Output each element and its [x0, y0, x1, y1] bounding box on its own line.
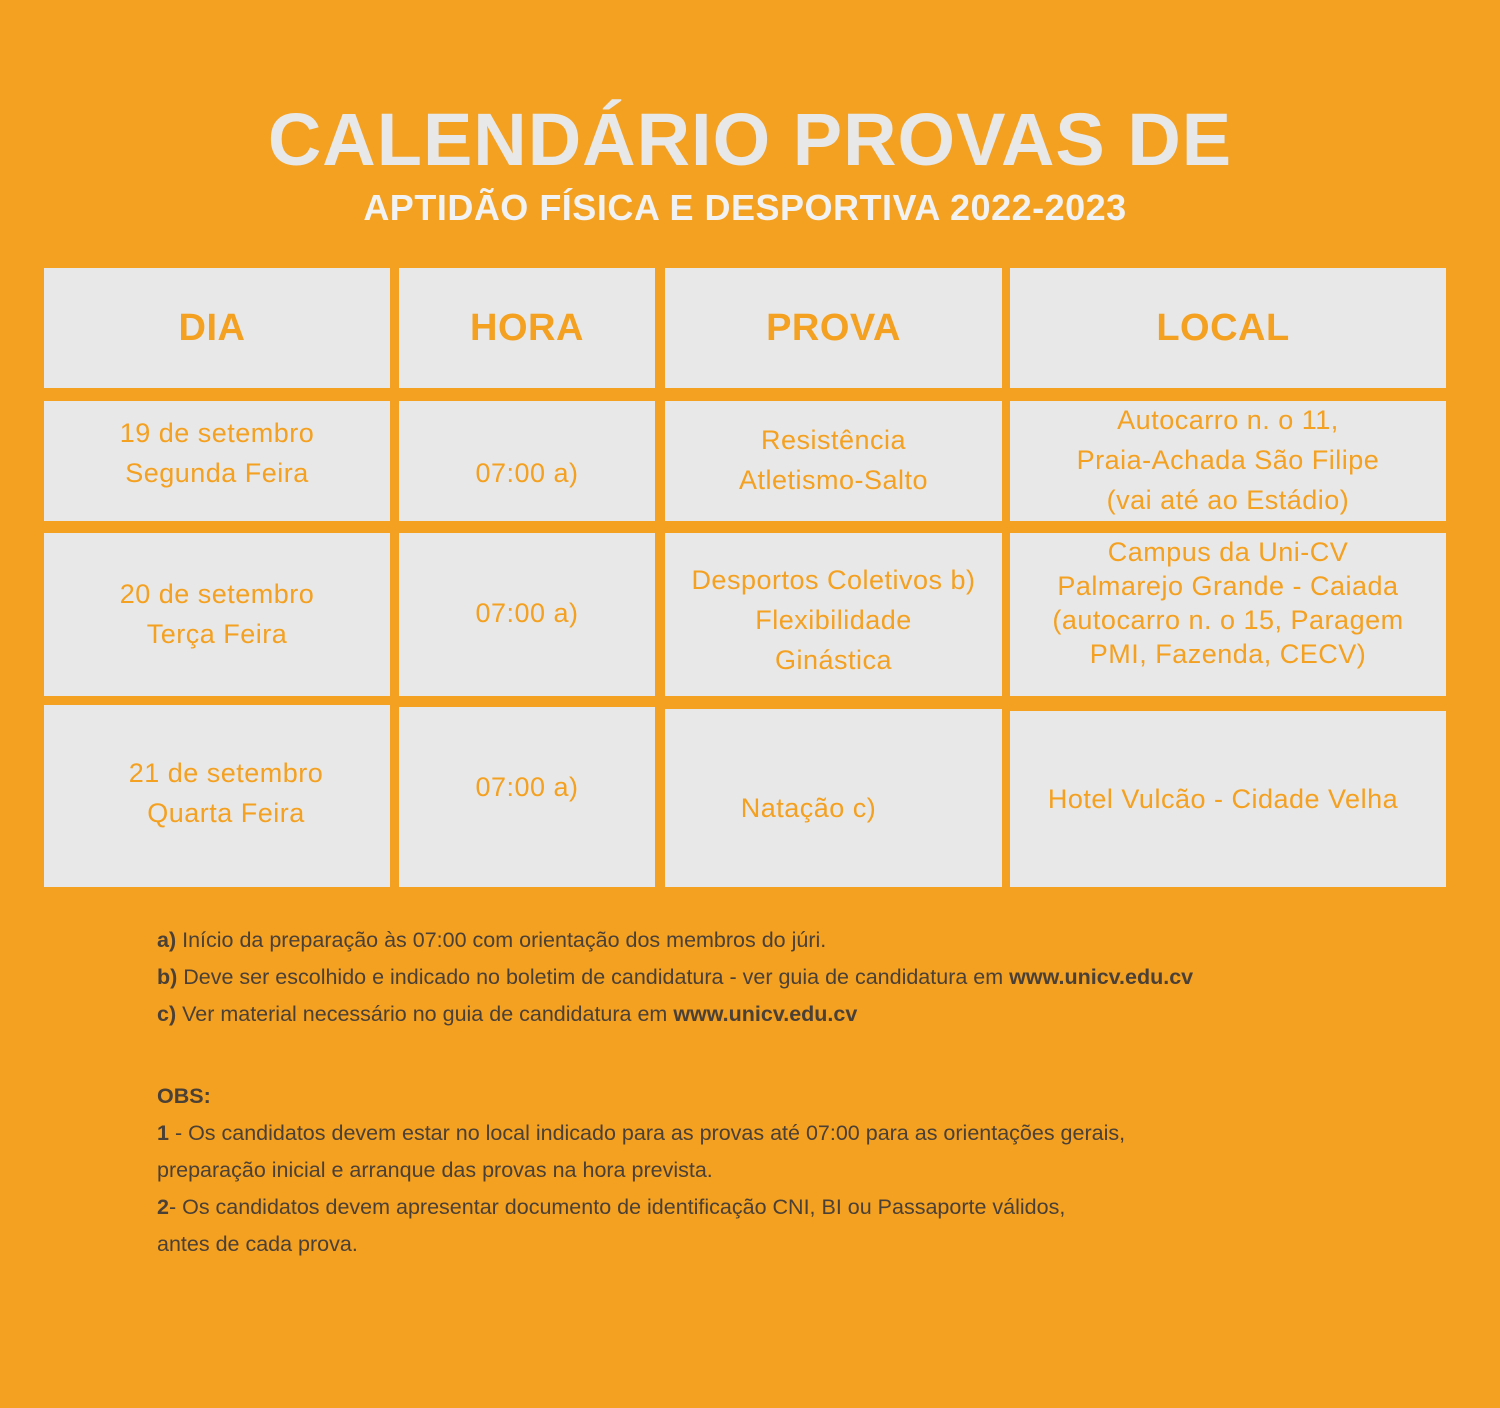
footnotes [157, 922, 1457, 1033]
row3-prova: Natação c) [665, 709, 1002, 887]
row3-dia: 21 de setembro Quarta Feira [44, 705, 390, 887]
page-subtitle: APTIDÃO FÍSICA E DESPORTIVA 2022-2023 [363, 187, 1127, 228]
website-link[interactable]: www.unicv.edu.cv [673, 1002, 858, 1026]
row1-local: Autocarro n. o 11, Praia-Achada São Filipe (vai até ao Estádio) [1010, 401, 1446, 521]
observations [157, 1078, 1457, 1263]
obs-item-2: 2- Os candidatos devem apresentar documento de identificação CNI, BI ou Passaporte válidos, [157, 1195, 1066, 1219]
row3-local: Hotel Vulcão - Cidade Velha [1010, 711, 1446, 887]
row1-prova: Resistência Atletismo-Salto [665, 401, 1002, 521]
row2-hora: 07:00 a) [399, 533, 655, 696]
row3-hora: 07:00 a) [399, 707, 655, 887]
header-dia: DIA [44, 268, 390, 388]
row2-prova: Desportos Coletivos b) Flexibilidade Ginástica [665, 533, 1002, 696]
row1-hora: 07:00 a) [399, 401, 655, 521]
header-local: LOCAL [1010, 268, 1446, 388]
header-prova: PROVA [665, 268, 1002, 388]
obs-item-2-cont: antes de cada prova. [157, 1232, 358, 1256]
obs-item-1-cont: preparação inicial e arranque das provas na hora prevista. [157, 1158, 713, 1182]
page-title: CALENDÁRIO PROVAS DE [267, 98, 1233, 181]
header-hora: HORA [399, 268, 655, 388]
footnote-c: c) Ver material necessário no guia de candidatura em www.unicv.edu.cv [157, 1002, 858, 1026]
row2-dia: 20 de setembro Terça Feira [44, 533, 390, 696]
obs-label: OBS: [157, 1084, 211, 1108]
obs-item-1: 1 - Os candidatos devem estar no local indicado para as provas até 07:00 para as orientações gerais, [157, 1121, 1126, 1145]
website-link[interactable]: www.unicv.edu.cv [1009, 965, 1194, 989]
row1-dia: 19 de setembro Segunda Feira [44, 401, 390, 521]
row2-local: Campus da Uni-CV Palmarejo Grande - Caiada (autocarro n. o 15, Paragem PMI, Fazenda, CECV) [1010, 533, 1446, 696]
footnote-a: a) Início da preparação às 07:00 com orientação dos membros do júri. [157, 928, 827, 952]
footnote-b: b) Deve ser escolhido e indicado no boletim de candidatura - ver guia de candidatura em www.unicv.edu.cv [157, 965, 1194, 989]
